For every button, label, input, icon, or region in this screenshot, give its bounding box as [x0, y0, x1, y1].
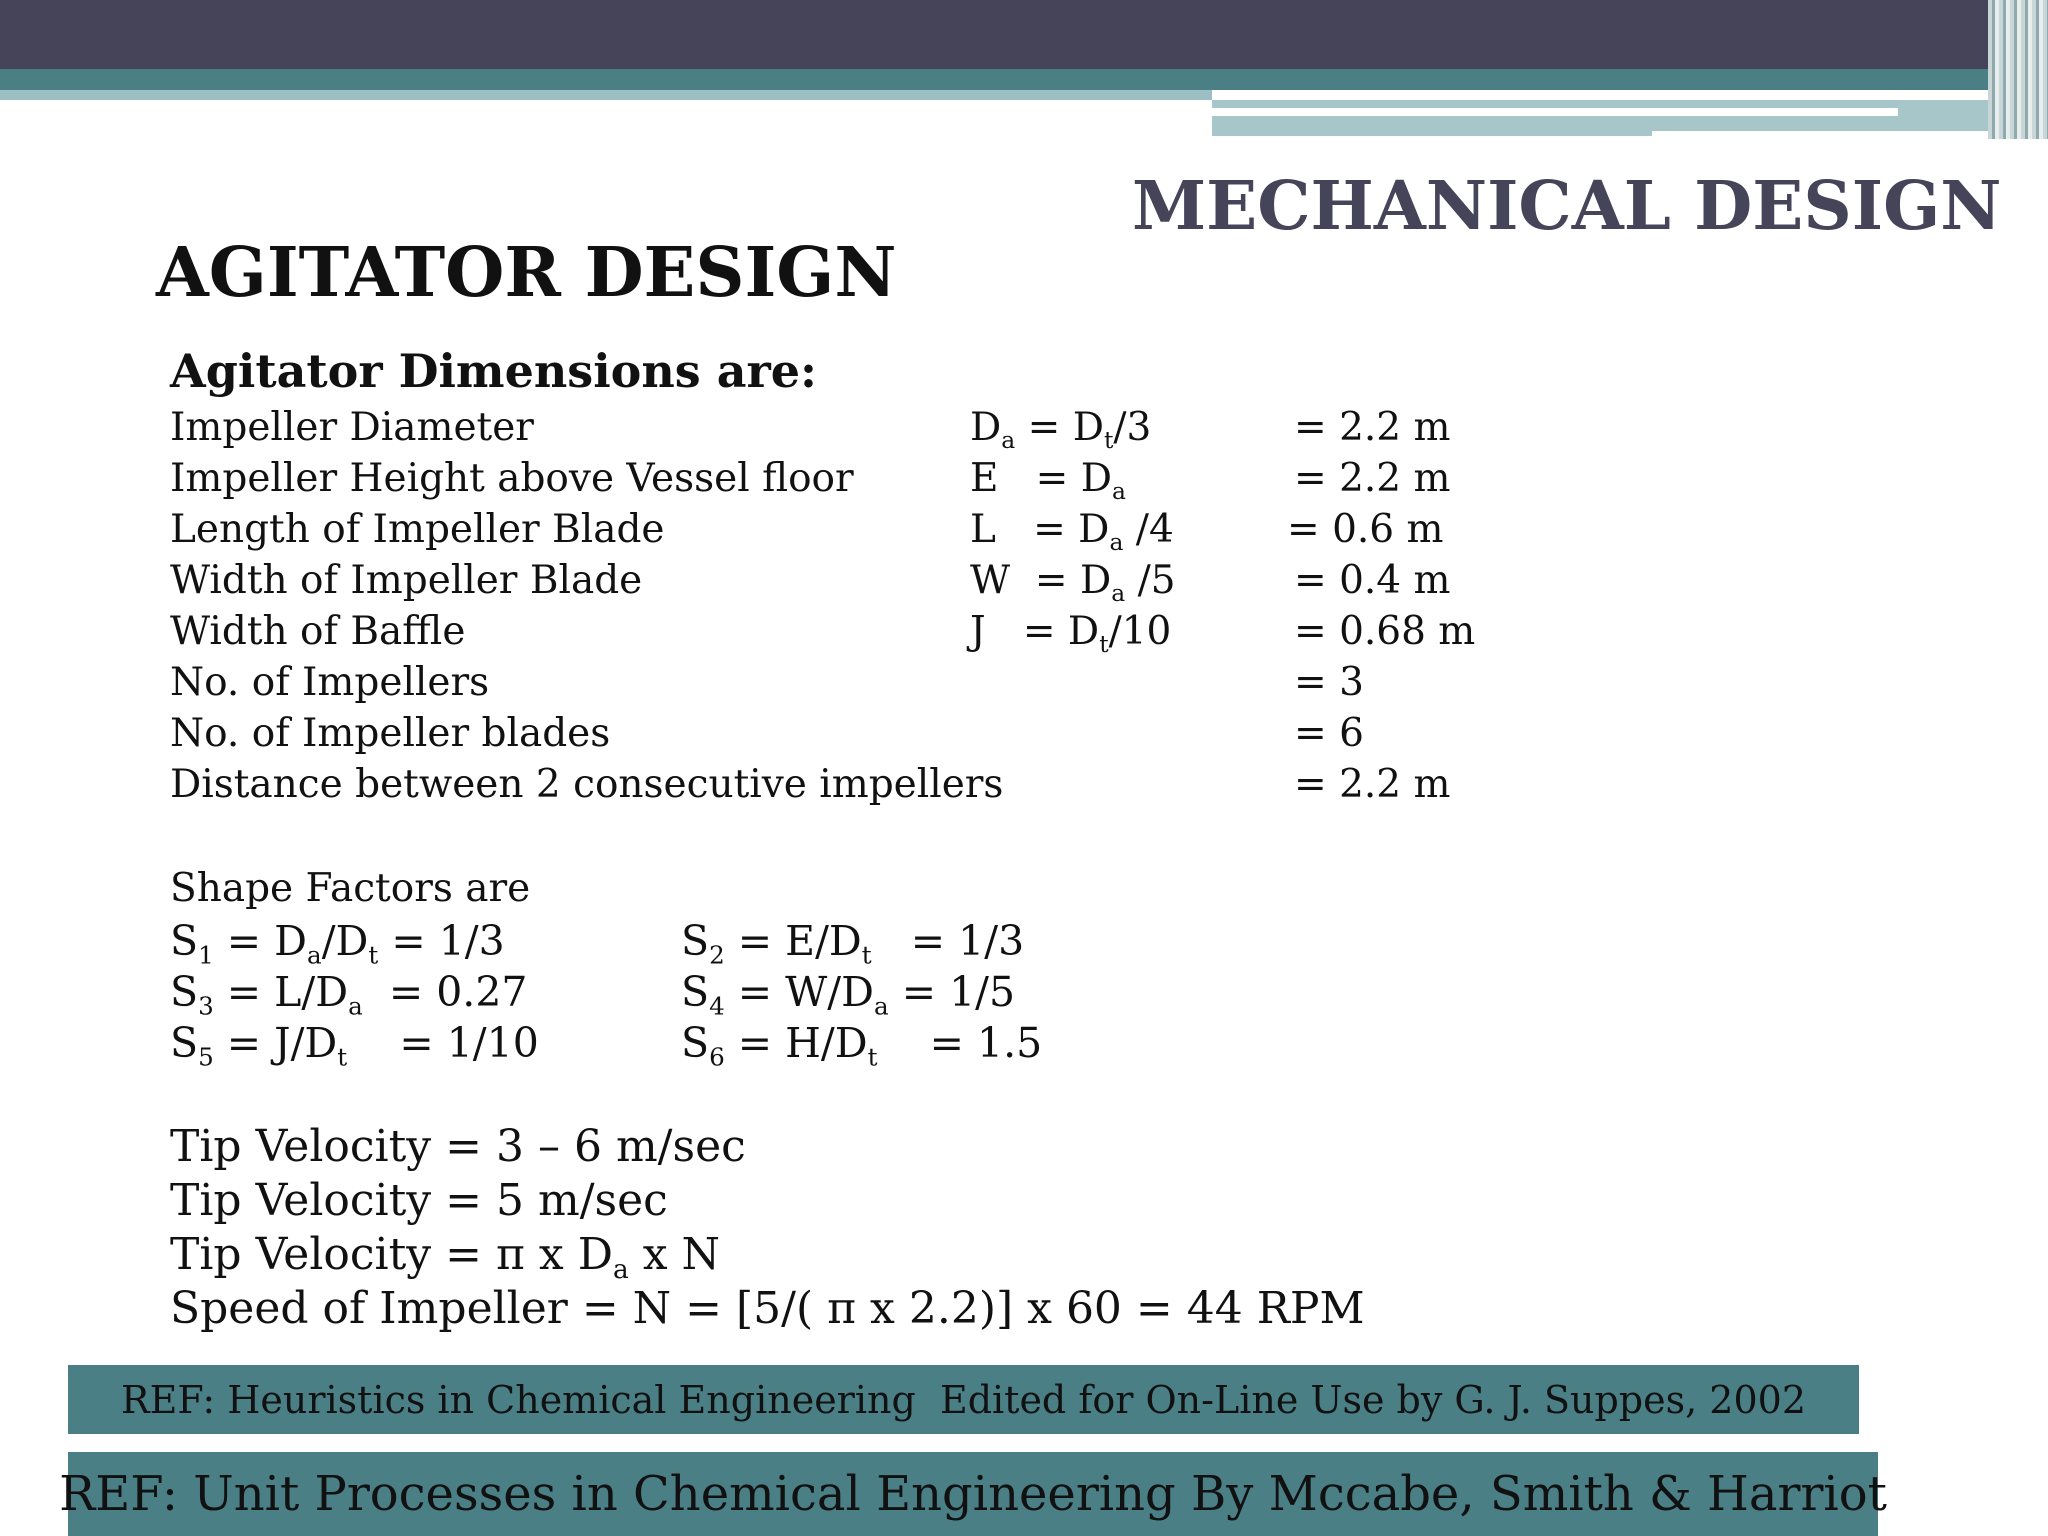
dimensions-title: Agitator Dimensions are: — [170, 344, 818, 398]
header-white-line — [1212, 108, 1898, 116]
tip-velocity-formula: Tip Velocity = π x $D_a$ x N — [170, 1229, 721, 1286]
dimension-value: = 2.2 m — [1294, 456, 1451, 501]
dimension-value: = 3 — [1294, 660, 1364, 705]
dimension-formula: $W = D_a$ /5 — [970, 558, 1176, 608]
dimension-formula: $E = D_a$ — [970, 456, 1126, 506]
dimension-formula: $J = D_t/10$ — [970, 609, 1172, 659]
shape-factor-s1: $S_1 = D_a/D_t = 1/3$ — [170, 917, 505, 970]
shape-factor-s3: $S_3 = L/D_a = 0.27$ — [170, 968, 528, 1021]
dimension-value: = 0.6 m — [1287, 507, 1444, 552]
dimension-label: Impeller Diameter — [170, 405, 534, 450]
reference-1: REF: Heuristics in Chemical Engineering Edited for On-Line Use by G. J. Suppes, 2002 — [68, 1365, 1859, 1434]
dimension-value: = 0.4 m — [1294, 558, 1451, 603]
dimension-formula: $L = D_a$ /4 — [970, 507, 1174, 557]
dimension-label: Impeller Height above Vessel floor — [170, 456, 854, 501]
reference-2: REF: Unit Processes in Chemical Engineering By Mccabe, Smith & Harriot — [68, 1452, 1878, 1536]
shape-factors-title: Shape Factors are — [170, 866, 531, 911]
header-teal-band — [0, 69, 2048, 90]
shape-factor-s5: $S_5 = J/D_t$ = 1/10 — [170, 1019, 539, 1072]
dimension-value: = 2.2 m — [1294, 762, 1451, 807]
dimension-label: Width of Baffle — [170, 609, 466, 654]
dimension-value: = 0.68 m — [1294, 609, 1476, 654]
tip-velocity-range: Tip Velocity = 3 – 6 m/sec — [170, 1121, 746, 1172]
section-title: AGITATOR DESIGN — [156, 233, 897, 313]
header-light-band-left — [0, 90, 1212, 100]
dimension-value: = 2.2 m — [1294, 405, 1451, 450]
dimension-value: = 6 — [1294, 711, 1364, 756]
shape-factor-s2: $S_2 = E/D_t = 1/3$ — [681, 917, 1025, 970]
dimension-label: Width of Impeller Blade — [170, 558, 643, 603]
shape-factor-s6: $S_6 = H/D_t$ = 1.5 — [681, 1019, 1043, 1072]
dimension-formula: $D_a = D_t/3$ — [970, 405, 1152, 455]
dimension-label: Distance between 2 consecutive impellers — [170, 762, 1004, 807]
page-title: MECHANICAL DESIGN — [1132, 166, 2002, 245]
shape-factor-s4: $S_4 = W/D_a = 1/5$ — [681, 968, 1016, 1021]
dimension-label: No. of Impeller blades — [170, 711, 611, 756]
header-stripes-decoration — [1988, 0, 2048, 139]
impeller-speed: Speed of Impeller = N = [5/( π x 2.2)] x 60 = 44 RPM — [170, 1283, 1365, 1334]
tip-velocity-value: Tip Velocity = 5 m/sec — [170, 1175, 668, 1226]
dimension-label: Length of Impeller Blade — [170, 507, 665, 552]
header-dark-band — [0, 0, 2048, 69]
dimension-label: No. of Impellers — [170, 660, 490, 705]
